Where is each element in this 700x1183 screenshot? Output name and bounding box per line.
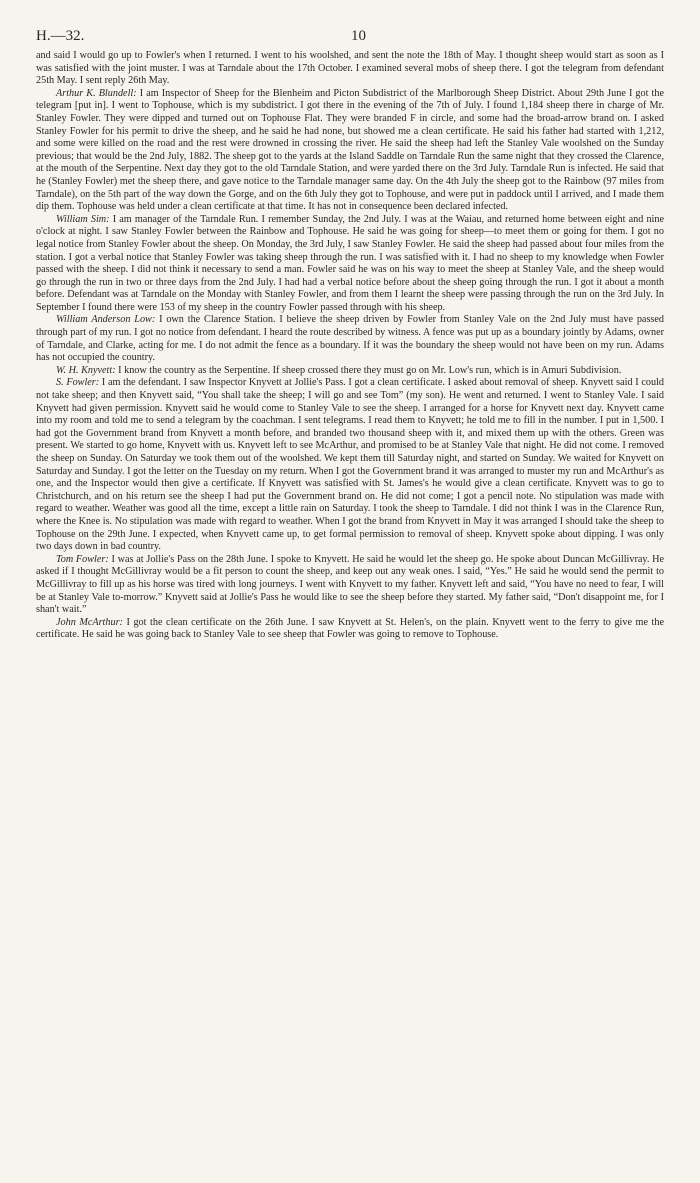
speaker-name: William Sim: [56, 213, 110, 225]
paragraph-text: I am Inspector of Sheep for the Blenheim and Picton Subdistrict of the Marlborough Sheep District. About 29th June I got the telegram [put in]. I went to Tophouse, which is my subdistrict. I got there in the evening of the 7th of July. I found 1,184 sheep there in charge of Mr. Stanley Fowler. They were dipped and turned out on Tophouse Flat. They were branded F in circle, and some had the broad-arrow brand on. I asked Stanley Fowler for his permit to drive the sheep, and he said he had none, but showed me a clean certificate. He said his father had started with 1,212, and some were killed on the road and the rest were drowned in crossing the river. He said the sheep had left the Stanley Vale woolshed on the Sunday previous; that would be the 2nd July, 1882. The sheep got to the yards at the Island Saddle on Tarndale Run the same night that they crossed the Clarence, at the mouth of the Serpentine. Next day they got to the old Tarndale Station, and were yarded there on the 3rd July. Tarndale Run is infected. He said that he (Stanley Fowler) met the sheep there, and gave notice to the Tarndale manager same day. On the 4th July the sheep got to the Rainbow (97 miles from Tarndale), on the 5th part of the way down the Gorge, and on the 6th July they got to Tophouse, and were put in paddock until I arrived, and I made them dip them. Tophouse was held under a clean certificate at that time. It has not in consequence been declared infected. [36, 87, 664, 213]
speaker-name: Tom Fowler: [56, 553, 109, 565]
testimony-low [36, 314, 664, 364]
paragraph-text: I know the country as the Serpentine. If sheep crossed there they must go on Mr. Low's run, which is in Amuri Subdivision. [115, 364, 622, 376]
document-reference: H.—32. [36, 28, 85, 44]
page-header [36, 28, 664, 46]
speaker-name: Arthur K. Blundell: [56, 87, 137, 99]
speaker-name: W. H. Knyvett: [56, 364, 116, 376]
paragraph-text: and said I would go up to Fowler's when I returned. I went to his woolshed, and sent the note the 18th of May. I thought sheep would start as soon as I was satisfied with the joint muster. I was at Tarndale about the 17th October. I examined several mobs of sheep there. I got the telegram from defendant 25th May. I sent reply 26th May. [36, 50, 664, 87]
testimony-s-fowler [36, 377, 664, 553]
paragraph-text: I own the Clarence Station. I believe the sheep driven by Fowler from Stanley Vale on the 2nd July must have passed through part of my run. I got no notice from defendant. I heard the route described by witness. A fence was put up as a boundary jointly by Adams, owner of Tarndale, and Clarke, acting for me. I do not admit the fence as a boundary. If it was the boundary the sheep would not have been on my run. Adams has not occupied the country. [36, 314, 664, 364]
testimony-mcarthur [36, 617, 664, 642]
testimony-knyvett [36, 365, 664, 378]
speaker-name: William Anderson Low: [56, 314, 156, 326]
paragraph-text: I am manager of the Tarndale Run. I remember Sunday, the 2nd July. I was at the Waiau, and returned home between eight and nine o'clock at night. I saw Stanley Fowler between the Rainbow and Tophouse. He said he was going for sheep—to meet them or going for them. I got no legal notice from Stanley Fowler about the sheep. On Monday, the 3rd July, I saw Stanley Fowler. He said the sheep had passed about four miles from the station. I got a verbal notice that Stanley Fowler was taking sheep through the run. I was satisfied with it. I had no sheep to my knowledge when Fowler passed with the sheep. I did not think it necessary to send a man. Fowler said he was on his way to meet the sheep at Stanley Vale, and the sheep would go through the run in two or three days from the 2nd July. I had had a verbal notice before about the sheep going through the run. I got it about a month before. Defendant was at Tarndale on the Monday with Stanley Fowler, and from them I learnt the sheep were passing through the run on the 3rd July. In September I found there were 153 of my sheep in the country Fowler passed through with his sheep. [36, 213, 665, 313]
page-number: 10 [351, 28, 366, 44]
testimony-sim [36, 214, 664, 315]
testimony-tom-fowler [36, 554, 664, 617]
paragraph-text: I got the clean certificate on the 26th June. I saw Knyvett at St. Helen's, on the plain. Knyvett went to the ferry to give me the certificate. He said he was going back to Stanley Vale to see sheep that Fowler was going to remove to Tophouse. [36, 616, 664, 641]
document-body [36, 50, 664, 642]
paragraph-text: I am the defendant. I saw Inspector Knyvett at Jollie's Pass. I got a clean certificate. I asked about removal of sheep. Knyvett said I could not take sheep; and then Knyvett said, “You shall take the sheep; I will go and see Tom” (my son). He went and returned. I went to Stanley Vale. I said Knyvett had given permission. Knyvett said he would come to Stanley Vale to see the sheep. I arranged for a horse for Knyvett next day. Knyvett came into my room and told me to send a telegram by the coachman. I sent telegrams. I read them to Knyvett; he told me to fill in the number. I put in 1,500. I had got the Government brand from Knyvett a month before, and branded two thousand sheep with it, and mixed them up with the others. Green was present. We started to go home, Knyvett with us. Knyvett left to see McArthur, and promised to be at Stanley Vale that night. He did not come. I removed the sheep on Sunday. On Saturday we took them out of the woolshed. We kept them till Saturday night, and started on Sunday. We waited for Knyvett on Saturday and Sunday. I got the letter on the Tuesday on my return. When I got the Government brand it was arranged to muster my run and McArthur's as one, and the Inspector would then give a certificate. If Knyvett was satisfied with St. James's he would give a clean certificate. Knyvett was to go to Christchurch, and on his return see the sheep I had put the Government brand on. He did not come; I got a pencil note. No stipulation was made with regard to weather. Weather was good all the time, except a little rain on Saturday. I took the sheep to Tarndale. I did not think I was in the Clarence Run, where the Knee is. No stipulation was made with regard to weather. When I got the brand from Knyvett in May it was arranged I should take the sheep to Tophouse on the 29th June. I expected, when Knyvett came up, to get formal permission to removal of sheep. Knyvett spoke about dipping. I was only two days down in bad country. [36, 377, 664, 553]
speaker-name: John McArthur: [56, 616, 123, 628]
paragraph-continuation [36, 50, 664, 88]
testimony-blundell [36, 88, 664, 214]
paragraph-text: I was at Jollie's Pass on the 28th June. I spoke to Knyvett. He said he would let the sheep go. He spoke about Duncan McGillivray. He asked if I thought McGillivray would be a fit person to count the sheep, and keep out any weak ones. I said, “Yes.” He said he would send the permit to McGillivray to fill up as his horse was tired with long journeys. I went with Knyvett to my father. Knyvett left and said, “You have no need to fear, I will be at Stanley Vale to-morrow.” Knyvett said at Jollie's Pass he would like to see the sheep before they started. My father said, “Don't disappoint me, for I shan't wait.” [36, 553, 664, 616]
speaker-name: S. Fowler: [56, 377, 100, 389]
